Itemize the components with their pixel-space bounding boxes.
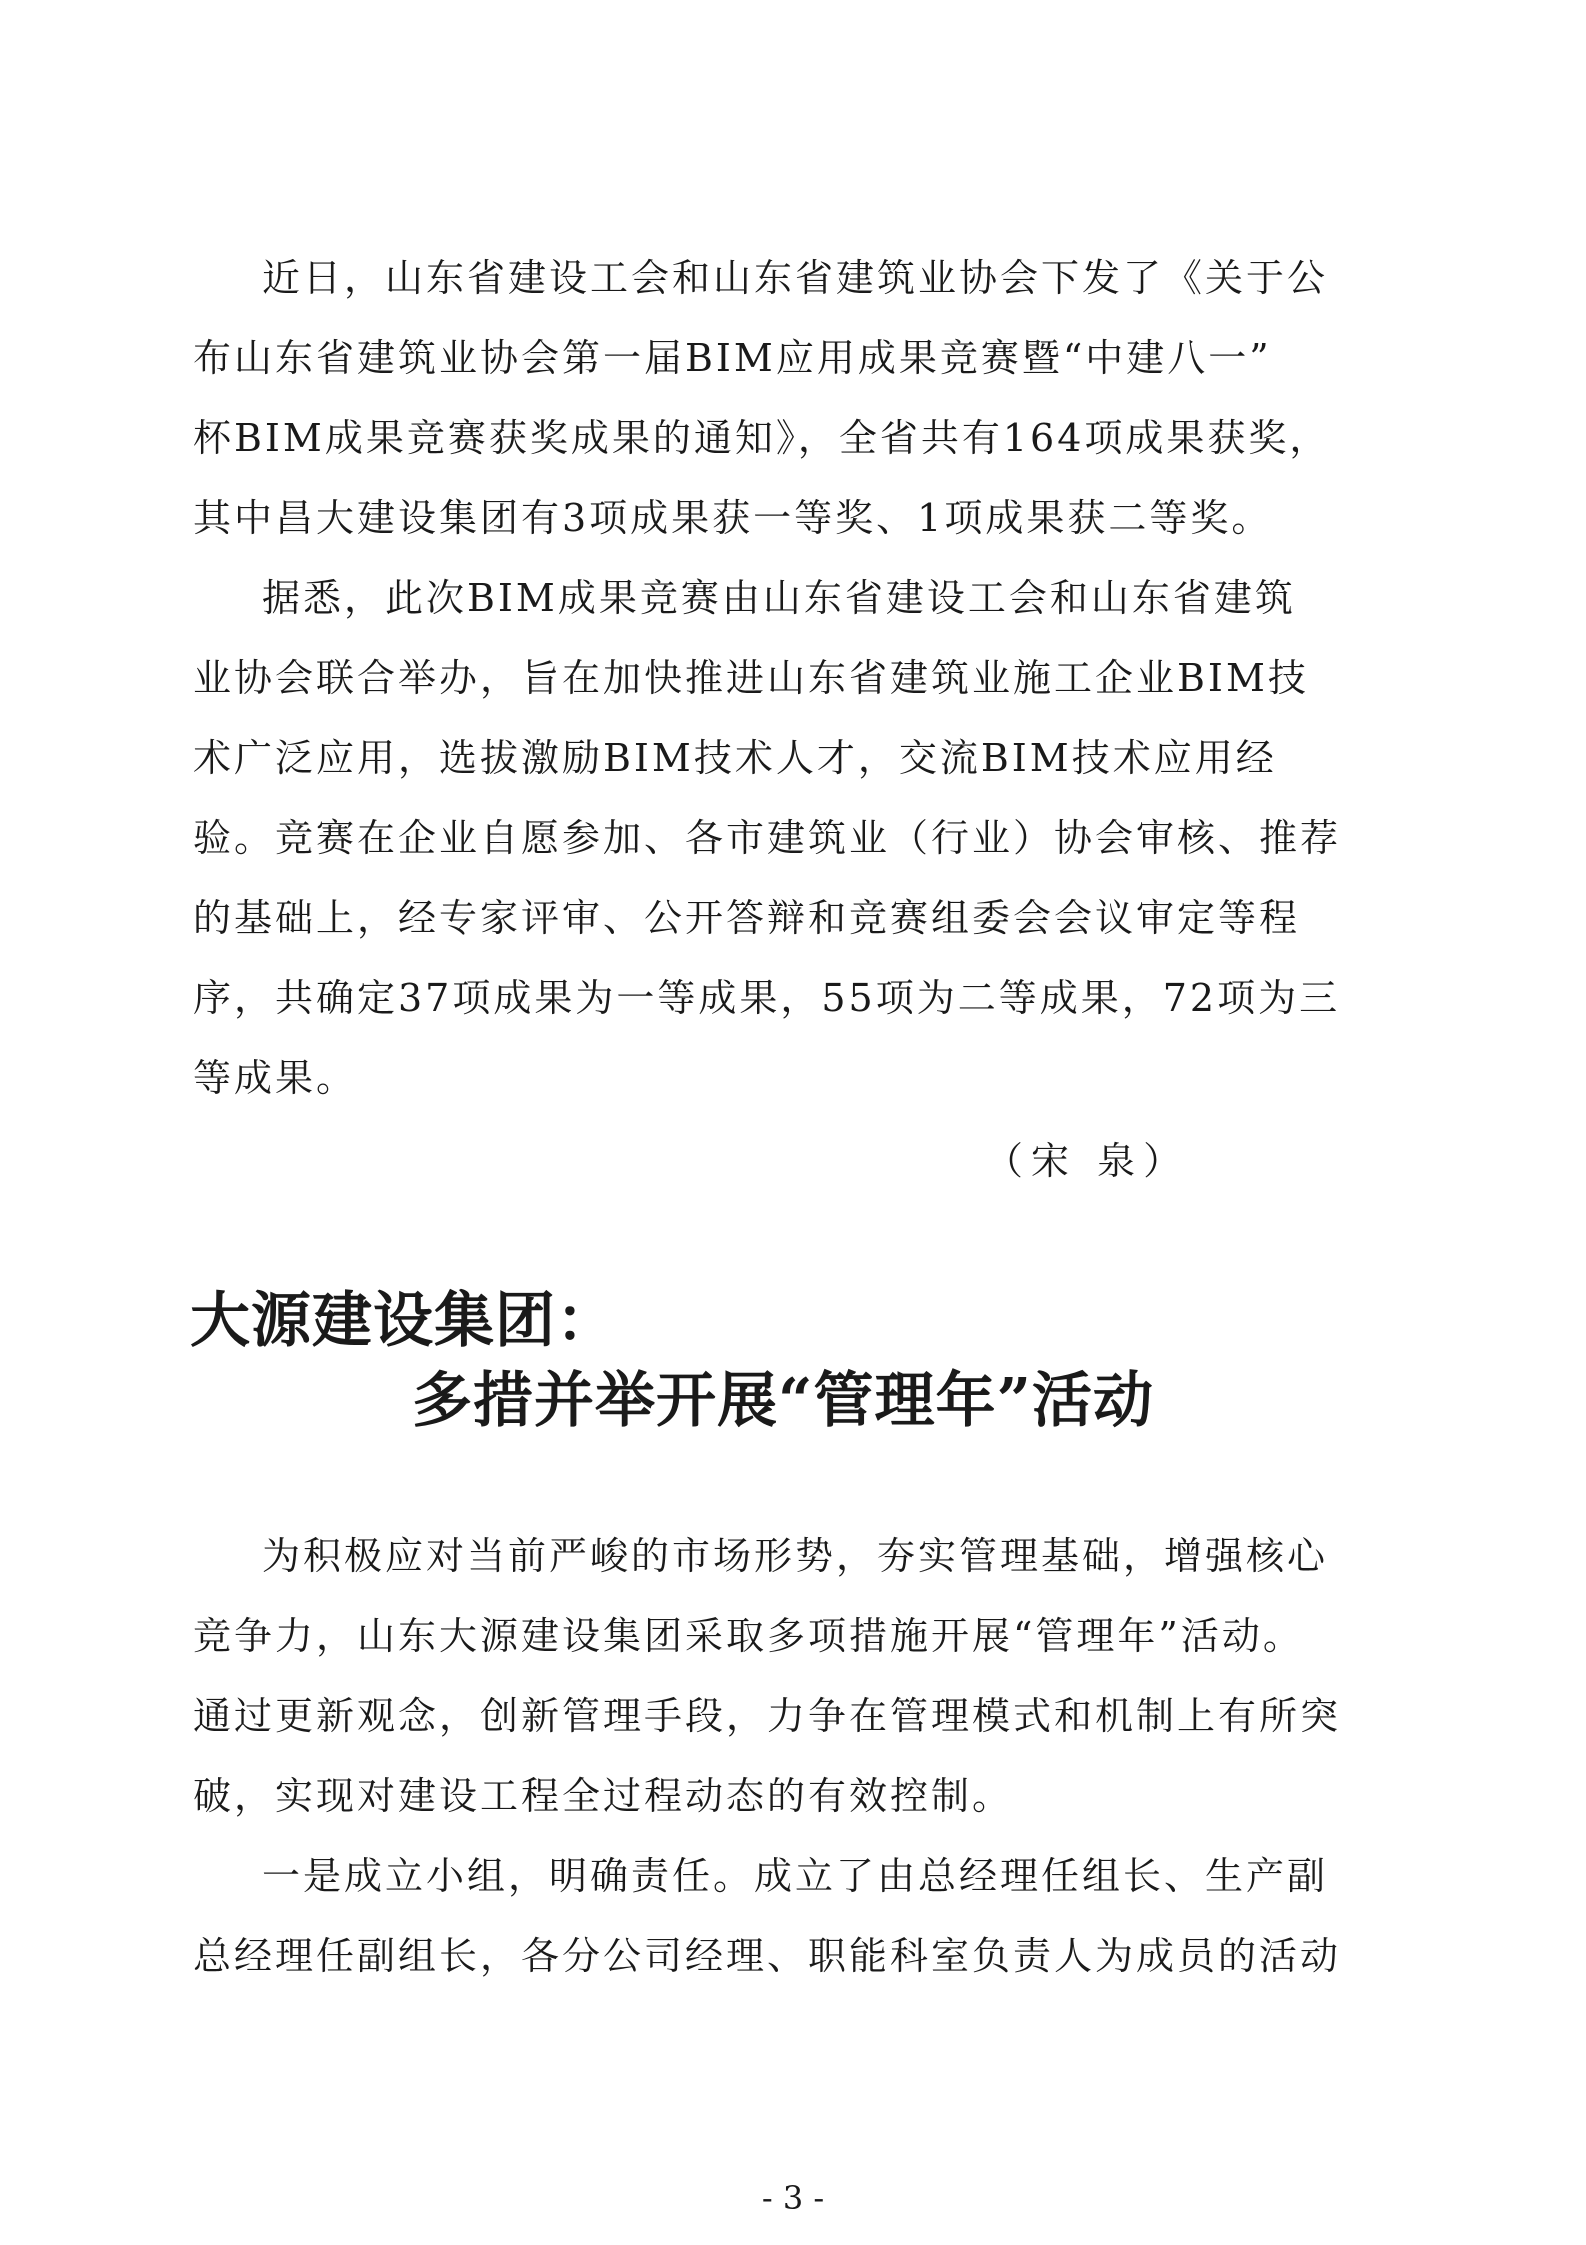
article2-line-5: 一是成立小组，明确责任。成立了由总经理任组长、生产副	[262, 1854, 1329, 1898]
article2-title-line-2: 多措并举开展“管理年”活动	[412, 1366, 1155, 1436]
article1-line-4: 其中昌大建设集团有3项成果获一等奖、1项成果获二等奖。	[193, 496, 1273, 540]
article1-line-5: 据悉，此次BIM成果竞赛由山东省建设工会和山东省建筑	[262, 576, 1296, 620]
article1-line-9: 的基础上，经专家评审、公开答辩和竞赛组委会会议审定等程	[193, 896, 1301, 940]
article2-line-4: 破，实现对建设工程全过程动态的有效控制。	[193, 1774, 1014, 1818]
article2-line-2: 竞争力，山东大源建设集团采取多项措施开展“管理年”活动。	[193, 1614, 1304, 1658]
article1-line-2: 布山东省建筑业协会第一届BIM应用成果竞赛暨“中建八一”	[193, 336, 1272, 380]
article2-line-3: 通过更新观念，创新管理手段，力争在管理模式和机制上有所突	[193, 1694, 1342, 1738]
page-number: - 3 -	[761, 2179, 825, 2217]
article2-title-line-1: 大源建设集团：	[190, 1286, 617, 1356]
article2-line-6: 总经理任副组长，各分公司经理、职能科室负责人为成员的活动	[193, 1934, 1342, 1978]
article1-line-3: 杯BIM成果竞赛获奖成果的通知》，全省共有164项成果获奖，	[193, 416, 1331, 460]
article1-line-8: 验。竞赛在企业自愿参加、各市建筑业（行业）协会审核、推荐	[193, 816, 1342, 860]
article1-line-1: 近日，山东省建设工会和山东省建筑业协会下发了《关于公	[262, 256, 1329, 300]
article2-line-1: 为积极应对当前严峻的市场形势，夯实管理基础，增强核心	[262, 1534, 1329, 1578]
article1-line-11: 等成果。	[193, 1056, 358, 1100]
article1-line-6: 业协会联合举办，旨在加快推进山东省建筑业施工企业BIM技	[193, 656, 1309, 700]
article1-line-7: 术广泛应用，选拔激励BIM技术人才，交流BIM技术应用经	[193, 736, 1277, 780]
article1-line-10: 序，共确定37项成果为一等成果，55项为二等成果，72项为三	[193, 976, 1341, 1020]
article1-author: （宋 泉）	[985, 1139, 1190, 1183]
